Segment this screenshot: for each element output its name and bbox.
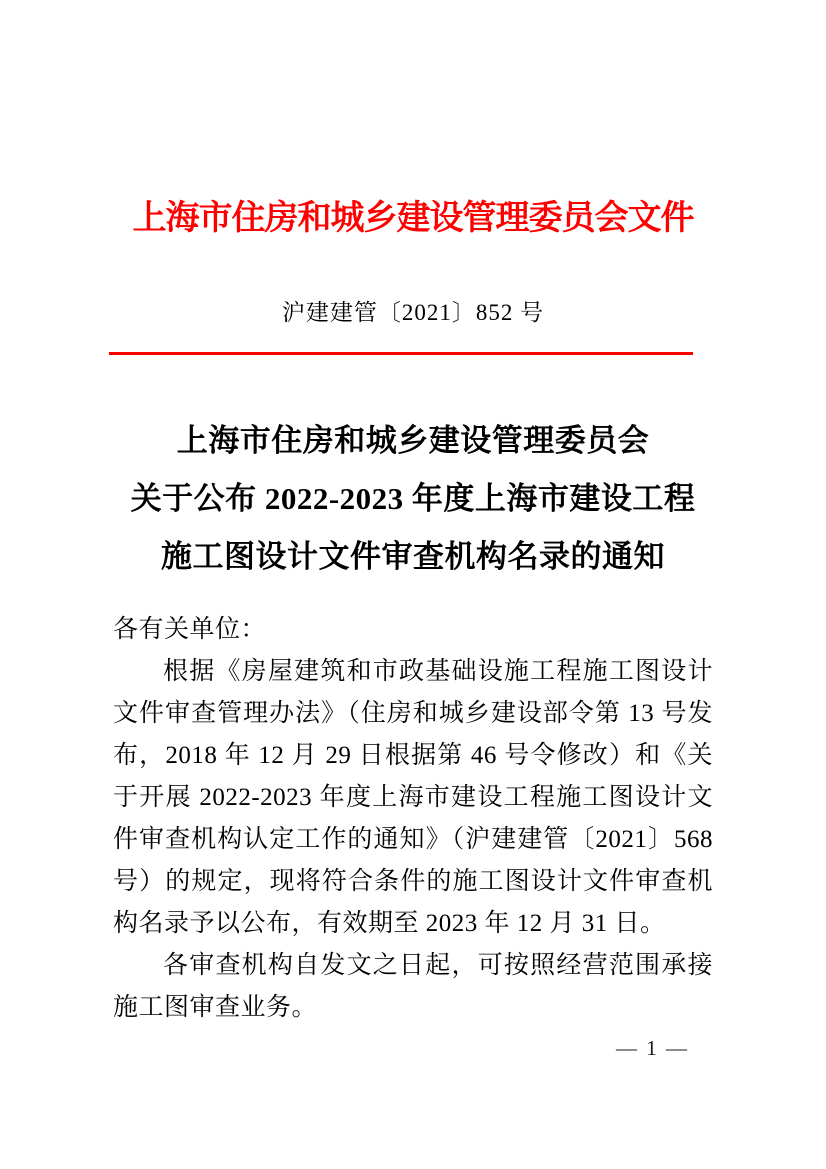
page-number: — 1 — (616, 1036, 689, 1060)
document-header-org-title: 上海市住房和城乡建设管理委员会文件 (132, 200, 694, 237)
body-paragraph-2: 各审查机构自发文之日起，可按照经营范围承接施工图审查业务。 (113, 952, 713, 1021)
body-paragraph-1: 根据《房屋建筑和市政基础设施工程施工图设计文件审查管理办法》（住房和城乡建设部令第 13 号发布，2018 年 12 月 29 日根据第 46 号令修改）和《关于开展 2022-2023 年度上海市建设工程施工图设计文件审查机构认定工作的通知》（沪建建管〔2021〕568 号）的规定，现将符合条件的施工图设计文件审查机构名录予以公布，有效期至 2023 年 12 月 31 日。 (113, 658, 713, 937)
document-body (113, 609, 713, 1029)
notice-title (0, 412, 826, 586)
notice-title-line-3: 施工图设计文件审查机构名录的通知 (161, 539, 665, 574)
notice-title-line-1: 上海市住房和城乡建设管理委员会 (176, 423, 650, 458)
salutation: 各有关单位： (113, 616, 267, 643)
red-divider-line (109, 352, 693, 355)
notice-title-line-2: 关于公布 2022-2023 年度上海市建设工程 (130, 481, 696, 516)
document-number: 沪建建管〔2021〕852 号 (281, 300, 545, 325)
